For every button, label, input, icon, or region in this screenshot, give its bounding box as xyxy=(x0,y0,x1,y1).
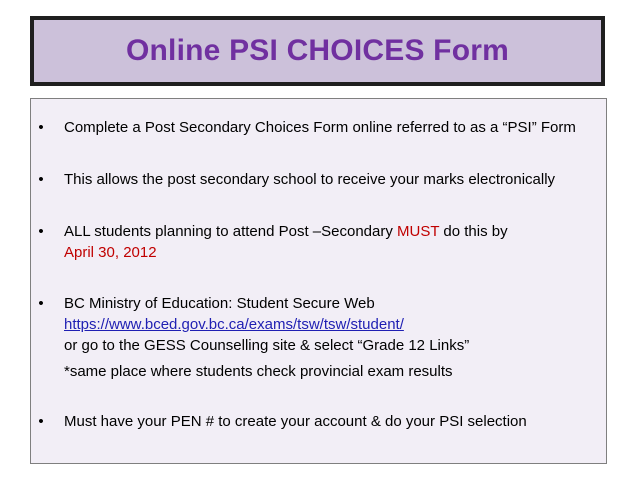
bullet-text: Complete a Post Secondary Choices Form online referred to as a “PSI” Form xyxy=(64,119,576,136)
title-banner xyxy=(30,16,605,86)
bullet-text: This allows the post secondary school to receive your marks electronically xyxy=(64,171,556,188)
bullet-text xyxy=(64,221,604,242)
page-title: Online PSI CHOICES Form xyxy=(126,34,509,67)
bullet-text: Must have your PEN # to create your account & do your PSI selection xyxy=(64,413,527,430)
bullet-dot: • xyxy=(38,295,44,312)
bullet-dot: • xyxy=(38,171,44,188)
tsw-link[interactable]: https://www.bced.gov.bc.ca/exams/tsw/tsw/student/ xyxy=(64,316,404,333)
counselling-line: or go to the GESS Counselling site & select “Grade 12 Links” xyxy=(64,337,470,354)
exam-results-note: *same place where students check provincial exam results xyxy=(64,363,453,380)
bullet-dot: • xyxy=(38,413,44,430)
bullet-dot: • xyxy=(38,119,44,136)
deadline-date: April 30, 2012 xyxy=(64,244,157,261)
bullet-text: BC Ministry of Education: Student Secure Web xyxy=(64,295,375,312)
must-emphasis: MUST xyxy=(397,223,440,240)
tsw-link-line xyxy=(64,314,604,335)
content-panel xyxy=(30,98,607,464)
bullet-dot: • xyxy=(38,223,44,240)
bullet-text-pre: ALL students planning to attend Post –Secondary xyxy=(64,223,398,240)
bullet-text-post: do this by xyxy=(439,223,508,240)
